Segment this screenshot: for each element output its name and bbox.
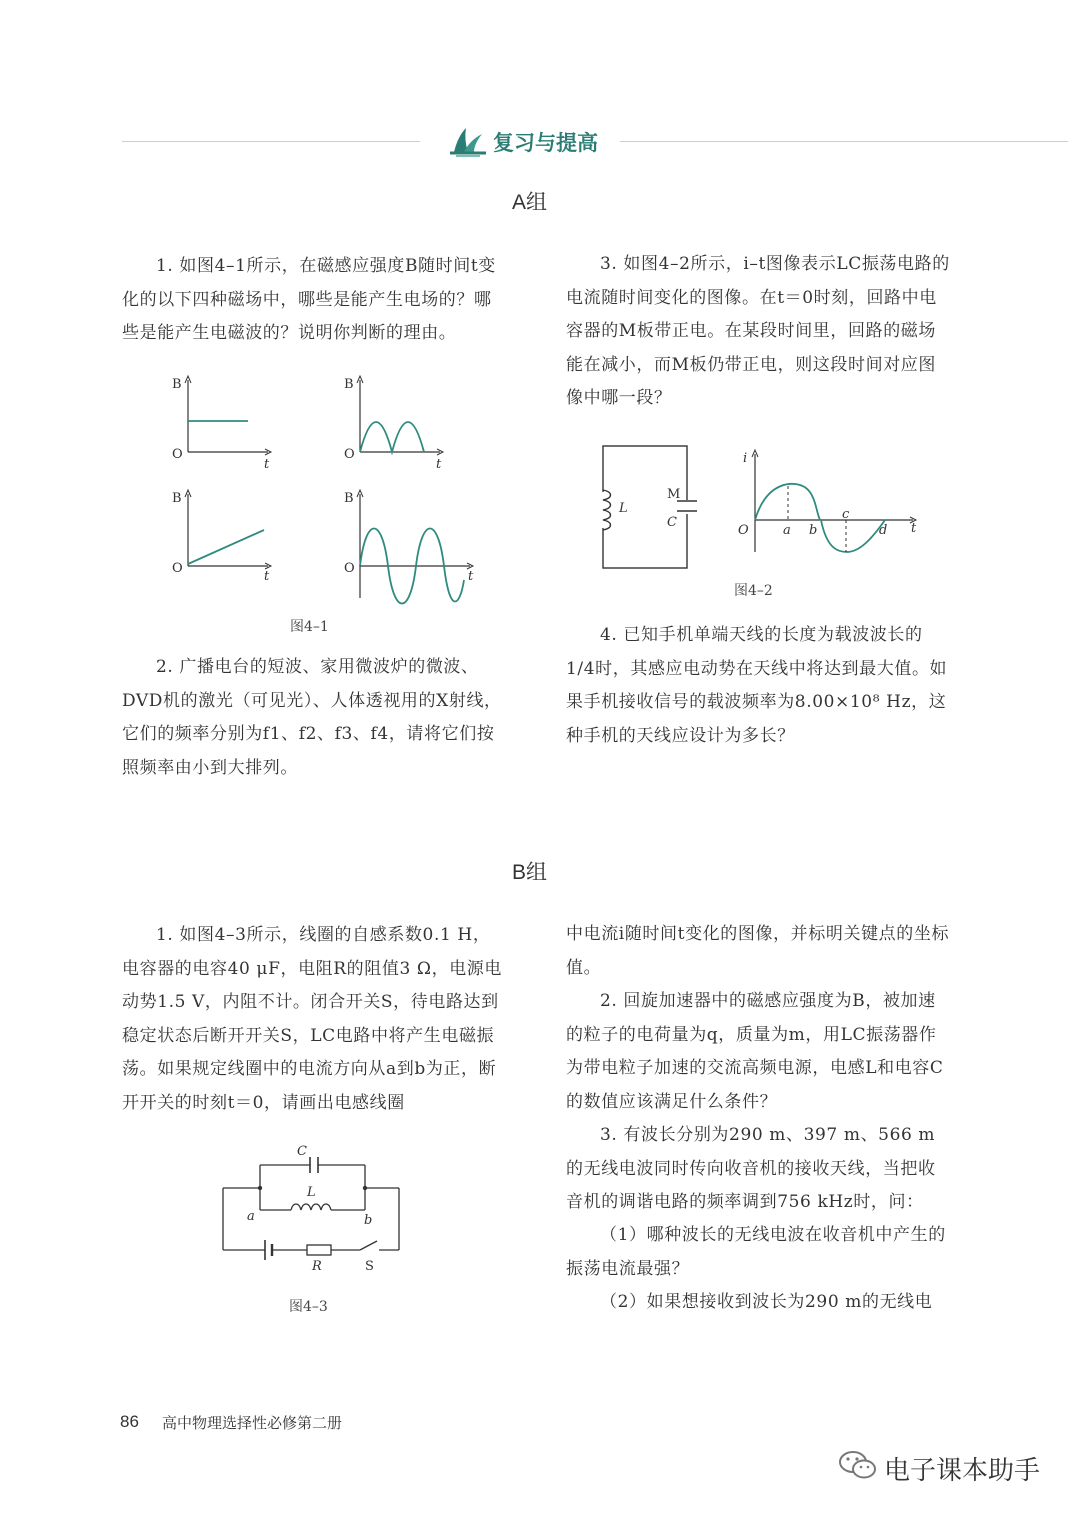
- group-b-title: B组: [512, 861, 548, 884]
- fig41-b-label-2: B: [344, 377, 354, 392]
- a-question-2: 2. 广播电台的短波、家用微波炉的微波、DVD机的激光（可见光）、人体透视用的X射线，它们的频率分别为f1、f2、f3、f4，请将它们按照频率由小到大排列。: [122, 657, 502, 778]
- fig42-o-label: O: [738, 523, 749, 538]
- a-question-1: 1. 如图4–1所示，在磁感应强度B随时间t变化的以下四种磁场中，哪些是能产生电场的？哪些是能产生电磁波的？说明你判断的理由。: [122, 256, 496, 343]
- figure-4-1-caption: 图4–1: [290, 619, 329, 635]
- fig43-a-label: a: [247, 1209, 255, 1224]
- a-question-3: 3. 如图4–2所示，i–t图像表示LC振荡电路的电流随时间变化的图像。在t＝0时刻，回路中电容器的M板带正电。在某段时间里，回路的磁场能在减小，而M板仍带正电，则这段时间对应图像中哪一段？: [566, 254, 950, 408]
- fig42-m-label: M: [667, 487, 681, 502]
- fig41-graph-linear: [172, 490, 271, 584]
- fig42-l-label: L: [619, 501, 628, 516]
- a-question-4: 4. 已知手机单端天线的长度为载波波长的1/4时，其感应电动势在天线中将达到最大值。如果手机接收信号的载波频率为8.00×10⁸ Hz，这种手机的天线应设计为多长？: [566, 625, 948, 746]
- b-question-3-part-2: （2）如果想接收到波长为290 m的无线电: [600, 1292, 933, 1312]
- fig41-graph-constant: [172, 376, 271, 472]
- fig42-a-label: a: [783, 523, 791, 538]
- b-question-1-continued: 中电流i随时间t变化的图像，并标明关键点的坐标值。: [566, 924, 950, 978]
- fig42-t-label: t: [911, 521, 917, 536]
- fig41-t-label-4: t: [468, 569, 474, 584]
- fig41-o-label-1: O: [172, 447, 183, 462]
- b-question-3-part-1: （1）哪种波长的无线电波在收音机中产生的振荡电流最强？: [566, 1225, 946, 1279]
- figure-4-3-caption: 图4–3: [289, 1299, 328, 1315]
- b-question-1: 1. 如图4–3所示，线圈的自感系数0.1 H，电容器的电容40 μF，电阻R的阻值3 Ω，电源电动势1.5 V，内阻不计。闭合开关S，待电路达到稳定状态后断开开关S，LC电路中将产生电磁振荡。如果规定线圈中的电流方向从a到b为正，断开开关的时刻t＝0，请画出电感线圈: [122, 925, 502, 1113]
- fig43-circuit: [223, 1144, 399, 1274]
- wechat-icon: [838, 1448, 878, 1482]
- fig41-t-label-1: t: [264, 457, 270, 472]
- fig43-s-label: S: [365, 1259, 374, 1274]
- header-title: 复习与提高: [493, 132, 598, 155]
- fig42-c-point-label: c: [842, 507, 850, 522]
- figure-4-2-caption: 图4–2: [734, 583, 773, 599]
- group-a-title: A组: [512, 191, 548, 214]
- fig43-r-label: R: [312, 1259, 322, 1274]
- figure-4-3: [215, 1140, 415, 1280]
- fig42-it-graph: [738, 450, 917, 552]
- fig41-b-label-4: B: [344, 491, 354, 506]
- fig41-b-label-1: B: [172, 377, 182, 392]
- fig42-d-label: d: [879, 523, 888, 538]
- fig41-o-label-2: O: [344, 447, 355, 462]
- fig43-l-label: L: [307, 1185, 316, 1200]
- fig41-b-label-3: B: [172, 491, 182, 506]
- page-number: 86: [120, 1412, 139, 1431]
- fig42-b-label: b: [809, 523, 818, 538]
- fig41-o-label-3: O: [172, 561, 183, 576]
- fig42-c-label: C: [667, 515, 677, 530]
- b-question-2: 2. 回旋加速器中的磁感应强度为B，被加速的粒子的电荷量为q，质量为m，用LC振荡器作为带电粒子加速的交流高频电源，电感L和电容C的数值应该满足什么条件？: [566, 991, 944, 1112]
- fig41-o-label-4: O: [344, 561, 355, 576]
- figure-4-2: [595, 440, 935, 580]
- book-title: 高中物理选择性必修第二册: [162, 1414, 343, 1432]
- fig41-t-label-3: t: [264, 569, 270, 584]
- fig41-graph-sine: [344, 490, 474, 604]
- fig41-t-label-2: t: [436, 457, 442, 472]
- fig42-lc-circuit: [599, 446, 697, 568]
- watermark-text: 电子课本助手: [884, 1455, 1041, 1485]
- fig43-b-label: b: [364, 1213, 373, 1228]
- fig42-i-label: i: [743, 451, 748, 466]
- figure-4-1: [150, 370, 490, 610]
- header-logo-icon: [448, 122, 488, 158]
- b-question-3: 3. 有波长分别为290 m、397 m、566 m的无线电波同时传向收音机的接收天线，当把收音机的调谐电路的频率调到756 kHz时，问：: [566, 1125, 936, 1212]
- header-rule-left: [122, 141, 420, 142]
- fig43-c-label: C: [297, 1144, 307, 1159]
- fig41-graph-rectified: [344, 376, 443, 472]
- header-rule-right: [620, 141, 1068, 142]
